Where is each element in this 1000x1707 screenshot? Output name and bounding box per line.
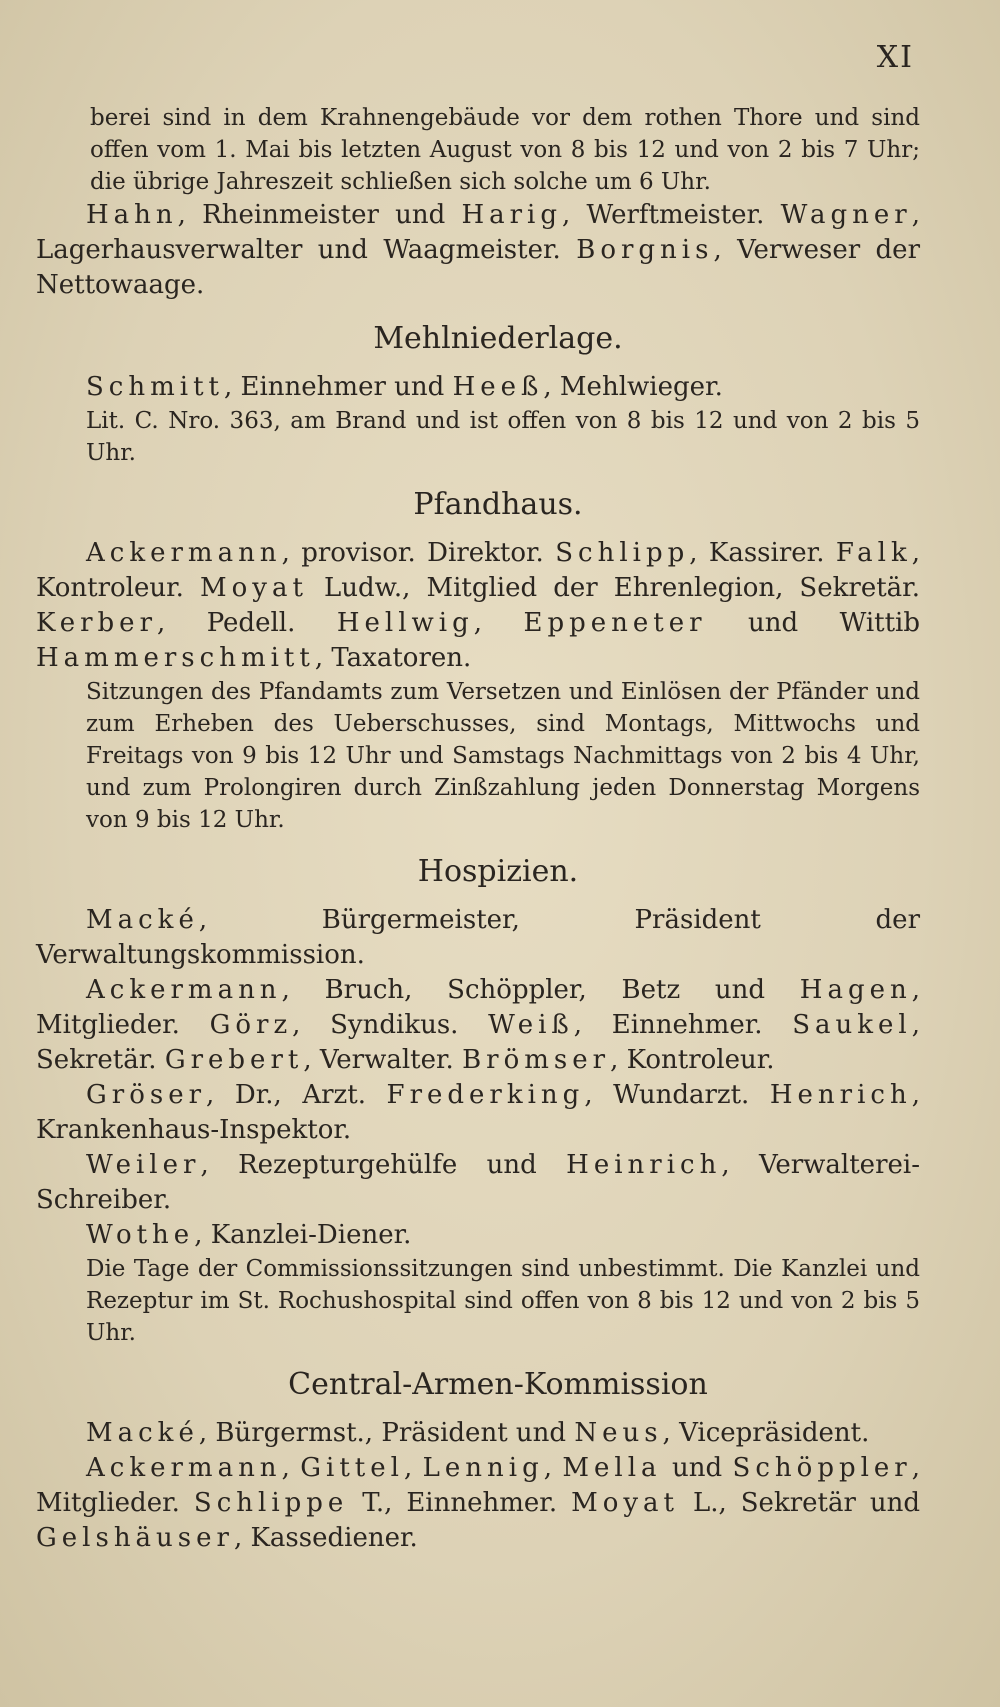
role-text: , Werftmeister. [562,200,781,230]
role-text: , Verwalterei-Schreiber. [36,1150,920,1215]
person-name: Hellwig [336,608,474,638]
role-text: , [281,1453,301,1483]
role-text: , [543,1453,563,1483]
role-text: , Einnehmer und [223,372,453,402]
person-name: Hammerschmitt [36,643,315,673]
role-text: , Bruch, Schöppler, Betz und [281,975,800,1005]
person-name: Heeß [452,372,544,402]
role-text: L., Sekretär und [679,1488,921,1518]
section-heading-hospizien: Hospizien. [417,854,579,889]
page-number: XI [876,40,914,75]
hospizien-para-1 [36,903,920,973]
role-text: , Einnehmer. [573,1010,793,1040]
person-name: Schlippe [193,1488,349,1518]
role-text: , Kassediener. [233,1523,418,1553]
person-name: Grebert [164,1045,304,1075]
person-name: Harig [461,200,562,230]
role-text: und Wittib [706,608,921,638]
person-name: Macké [86,905,199,935]
role-text: , Bürgermeister, Präsident der Verwaltungskommission. [36,905,920,970]
person-name: Wothe [86,1220,195,1250]
role-text: , Krankenhaus-Inspektor. [36,1080,920,1145]
person-name: Wagner [780,200,912,230]
role-text: , [473,608,524,638]
role-text: , Kassirer. [689,538,836,568]
person-name: Gröser [86,1080,207,1110]
person-name: Brömser [462,1045,611,1075]
role-text: , Syndikus. [292,1010,489,1040]
person-name: Schmitt [86,372,224,402]
role-text: , Mitglieder. [36,975,920,1040]
role-text: , Kanzlei-Diener. [194,1220,412,1250]
role-text: , Pedell. [157,608,337,638]
section-heading-pfandhaus: Pfandhaus. [413,487,583,522]
hospizien-para-3 [36,1078,920,1148]
role-text: , Sekretär. [36,1010,920,1075]
role-text: , Mehlwieger. [543,372,723,402]
person-name: Neus [574,1418,663,1448]
central-armen-para-1 [36,1416,920,1451]
role-text: , [403,1453,423,1483]
person-name: Frederking [386,1080,585,1110]
person-name: Ackermann [86,1453,282,1483]
person-name: Lennig [422,1453,544,1483]
central-armen-para-2 [36,1451,920,1556]
intro-staff [36,198,920,303]
pfandhaus-note: Sitzungen des Pfandamts zum Versetzen und Einlösen der Pfänder und zum Erheben des Ueberschusses, sind Montags, Mittwochs und Freitags von 9 bis 12 Uhr und Samstags Nachmittags von 2 bis 4 Uhr, und zum Prolongiren durch Zinßzahlung jeden Donnerstag Morgens von 9 bis 12 Uhr. [86,679,920,833]
hospizien-note: Die Tage der Commissionssitzungen sind unbestimmt. Die Kanzlei und Rezeptur im St. Rochushospital sind offen von 8 bis 12 und von 2 bis 5 Uhr. [86,1256,920,1346]
role-text: , Taxatoren. [314,643,472,673]
role-text: , Bürgermst., Präsident und [198,1418,575,1448]
person-name: Moyat [200,573,308,603]
person-name: Saukel [792,1010,912,1040]
mehlniederlage-staff [36,370,920,405]
person-name: Hahn [86,200,178,230]
hospizien-para-5 [36,1218,920,1253]
person-name: Eppeneter [523,608,707,638]
person-name: Henrich [769,1080,912,1110]
role-text: und [661,1453,733,1483]
person-name: Schöppler [732,1453,912,1483]
person-name: Heinrich [566,1150,722,1180]
hospizien-para-2 [36,973,920,1078]
role-text: , Rezepturgehülfe und [200,1150,567,1180]
person-name: Falk [835,538,912,568]
person-name: Weiler [86,1150,201,1180]
role-text: Ludw., Mitglied der Ehrenlegion, Sekretär. [307,573,920,603]
hospizien-para-4 [36,1148,920,1218]
person-name: Ackermann [86,975,282,1005]
section-heading-central-armen: Central-Armen-Kommission [288,1367,708,1402]
role-text: , Kontroleur. [610,1045,775,1075]
person-name: Gittel [300,1453,404,1483]
role-text: , Lagerhausverwalter und Waagmeister. [36,200,920,265]
pfandhaus-staff [36,536,920,676]
mehlniederlage-note: Lit. C. Nro. 363, am Brand und ist offen von 8 bis 12 und von 2 bis 5 Uhr. [86,408,920,466]
person-name: Borgnis [576,235,714,265]
role-text: , Rheinmeister und [177,200,462,230]
role-text: , Verwalter. [303,1045,463,1075]
person-name: Schlipp [555,538,690,568]
person-name: Moyat [571,1488,680,1518]
person-name: Weiß [488,1010,574,1040]
person-name: Ackermann [86,538,282,568]
person-name: Macké [86,1418,199,1448]
person-name: Kerber [36,608,157,638]
person-name: Hagen [799,975,912,1005]
role-text: , Kontroleur. [36,538,921,603]
person-name: Görz [209,1010,293,1040]
role-text: , Verweser der Nettowaage. [36,235,920,300]
role-text: , Mitglieder. [36,1453,921,1518]
role-text: , provisor. Direktor. [281,538,556,568]
role-text: T., Einnehmer. [348,1488,572,1518]
section-heading-mehlniederlage: Mehlniederlage. [373,321,623,356]
person-name: Mella [562,1453,662,1483]
person-name: Gelshäuser [36,1523,234,1553]
intro-text: berei sind in dem Krahnengebäude vor dem rothen Thore und sind offen vom 1. Mai bis letzten August von 8 bis 12 und von 2 bis 7 Uhr; die übrige Jahreszeit schließen sich solche um 6 Uhr. [90,105,920,195]
role-text: , Wundarzt. [584,1080,770,1110]
role-text: , Dr., Arzt. [206,1080,387,1110]
role-text: , Vicepräsident. [662,1418,870,1448]
